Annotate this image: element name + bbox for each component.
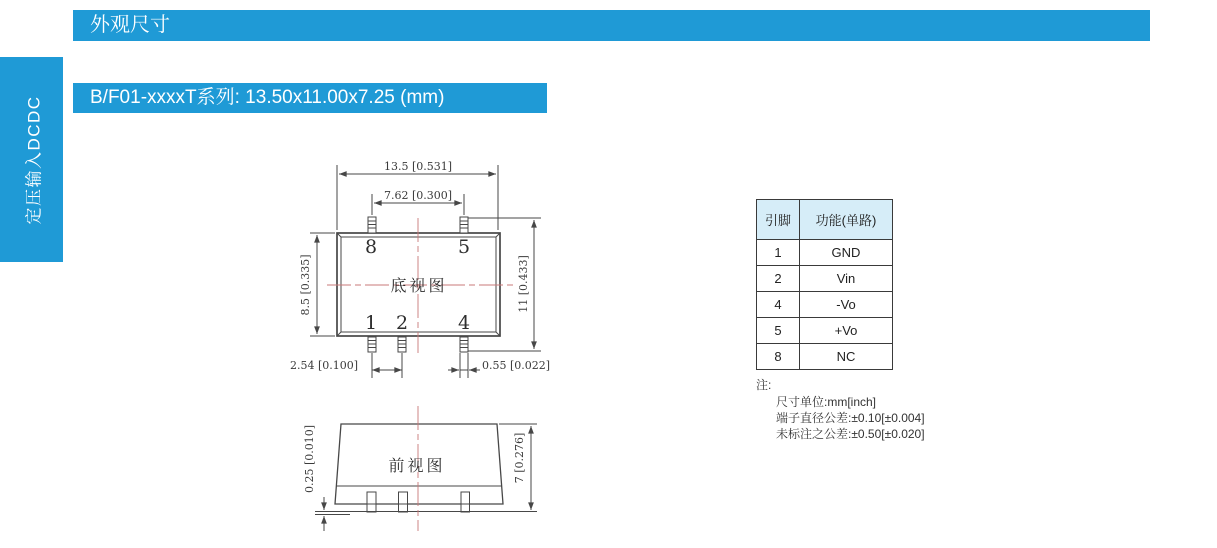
- table-row: [757, 266, 893, 292]
- note-pin-tolerance: 端子直径公差:±0.10[±0.004]: [776, 411, 925, 425]
- pin-cell: 5: [757, 318, 800, 344]
- dim-pin-span: 7.62 [0.300]: [383, 189, 453, 202]
- series-title-bar: [73, 83, 547, 113]
- col-header-pin: 引脚: [757, 200, 800, 240]
- pin-cell: 2: [757, 266, 800, 292]
- section-header-bar: [73, 10, 1150, 41]
- dim-overall-height: 11 [0.433]: [517, 255, 530, 313]
- function-cell: Vin: [800, 266, 893, 292]
- pin-label-1: 1: [364, 312, 378, 334]
- dim-standoff: 0.25 [0.010]: [303, 424, 316, 494]
- note-units: 尺寸单位:mm[inch]: [776, 395, 877, 409]
- function-cell: +Vo: [800, 318, 893, 344]
- table-row: [757, 344, 893, 370]
- pin-label-2: 2: [395, 312, 409, 334]
- dim-pin-pitch: 2.54 [0.100]: [289, 359, 359, 372]
- category-sidebar: [0, 57, 63, 262]
- function-cell: -Vo: [800, 292, 893, 318]
- pin-function-table: [756, 199, 893, 370]
- pin-label-4: 4: [457, 312, 471, 334]
- table-row: [757, 292, 893, 318]
- pin-cell: 4: [757, 292, 800, 318]
- function-cell: NC: [800, 344, 893, 370]
- table-row: [757, 240, 893, 266]
- function-cell: GND: [800, 240, 893, 266]
- col-header-function: 功能(单路): [800, 200, 893, 240]
- front-view: [303, 406, 537, 531]
- section-title: 外观尺寸: [90, 14, 170, 36]
- bottom-view-label: 底视图: [390, 276, 448, 295]
- note-general-tolerance: 未标注之公差:±0.50[±0.020]: [776, 427, 925, 441]
- bottom-view: [290, 160, 550, 378]
- dim-pin-diameter: 0.55 [0.022]: [481, 359, 551, 372]
- category-label: 定压输入DCDC: [24, 94, 43, 225]
- pin-cell: 1: [757, 240, 800, 266]
- dim-front-height: 7 [0.276]: [513, 432, 526, 484]
- pin-label-5: 5: [457, 236, 471, 258]
- table-row: [757, 318, 893, 344]
- front-view-label: 前视图: [388, 456, 446, 475]
- notes-block: [756, 376, 925, 442]
- series-title: B/F01-xxxxT系列: 13.50x11.00x7.25 (mm): [90, 87, 445, 108]
- table-header-row: [757, 200, 893, 240]
- dimension-drawing: [280, 140, 570, 548]
- dim-body-height: 8.5 [0.335]: [299, 254, 312, 316]
- pin-label-8: 8: [364, 236, 378, 258]
- pin-cell: 8: [757, 344, 800, 370]
- dim-body-width: 13.5 [0.531]: [383, 160, 453, 173]
- notes-label: 注:: [756, 378, 772, 392]
